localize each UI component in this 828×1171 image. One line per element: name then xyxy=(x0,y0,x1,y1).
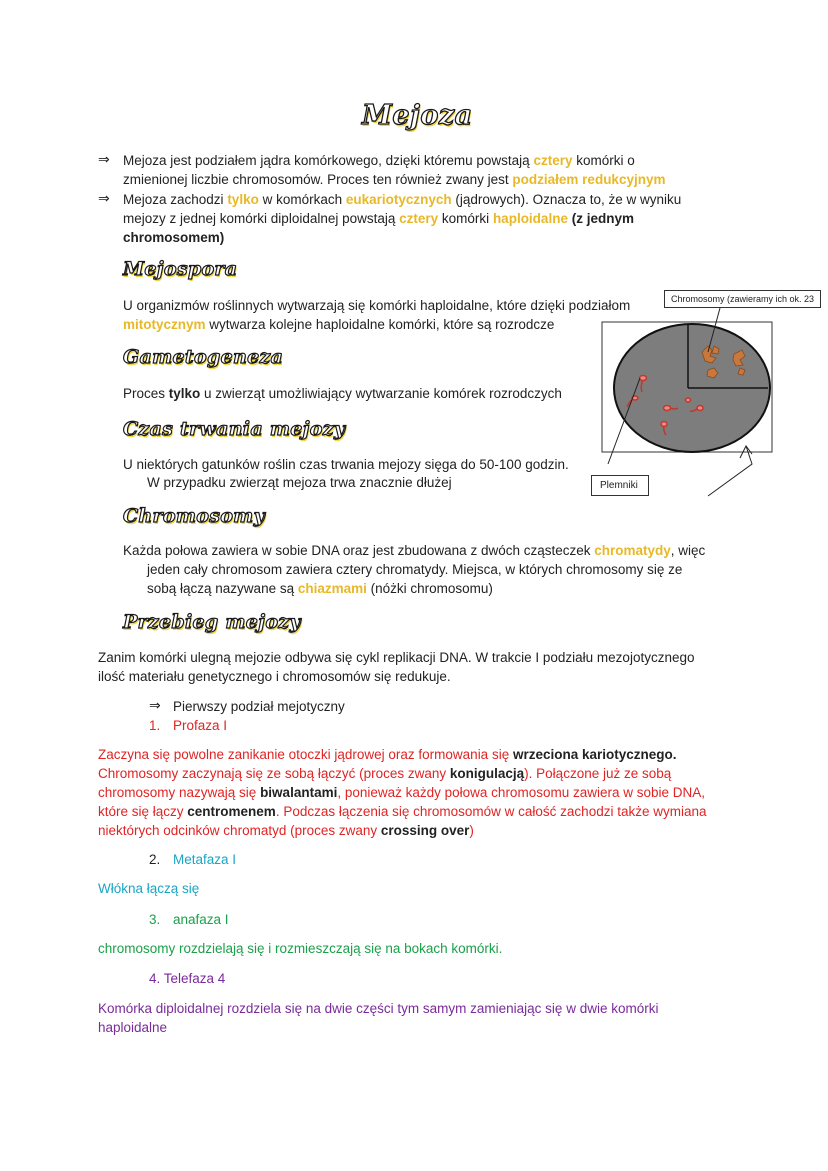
section-heading-gametogeneza: Gametogeneza xyxy=(123,346,284,368)
phase-3-number: 3. xyxy=(149,912,161,927)
mejospora-text: U organizmów roślinnych wytwarzają się komórki haploidalne, które dzięki podziałom mitotycznym wytwarza kolejne haploidalne komórki, które są rozrodcze xyxy=(123,298,631,332)
czas-text-line-1: U niektórych gatunków roślin czas trwania mejozy sięga do 50-100 godzin. xyxy=(123,457,569,472)
czas-text-line-2: W przypadku zwierząt mejoza trwa znacznie dłużej xyxy=(147,475,452,490)
chromosomy-text-line-2: jeden cały chromosom zawiera cztery chromatydy. Miejsca, w których chromosomy się ze sobą łączą nazywane są chiazmami (nóżki chromosomu) xyxy=(147,562,683,596)
double-arrow-icon: ⇒ xyxy=(149,698,161,714)
page-title: Mejoza xyxy=(362,100,473,131)
section-heading-przebieg: Przebieg mejozy xyxy=(123,611,301,633)
label-chromosomy: Chromosomy (zawieramy ich ok. 23 xyxy=(664,290,821,308)
double-arrow-icon: ⇒ xyxy=(98,191,110,207)
first-division-label: Pierwszy podział mejotyczny xyxy=(173,699,345,714)
metafaza-text: Włókna łączą się xyxy=(98,881,200,896)
decorative-arrow-line xyxy=(708,446,752,496)
profaza-text: Zaczyna się powolne zanikanie otoczki jądrowej oraz formowania się wrzeciona kariotycznego. Chromosomy zaczynają się ze sobą łączyć (proces zwany konigulacją). Połączone już ze sobą chromosomy nazywają się biwalantami, ponieważ każdy połowa chromosomu zawiera w sobie DNA, które się łączy centromenem. Podczas łączenia się chromosomów w całość zachodzi także wymiana niektórych odcinków chromatyd (proces zwany crossing over) xyxy=(98,747,707,838)
phase-1-title: Profaza I xyxy=(173,718,228,733)
label-plemniki: Plemniki xyxy=(591,475,649,496)
phase-2-title: Metafaza I xyxy=(173,852,237,867)
section-heading-mejospora: Mejospora xyxy=(123,258,238,280)
phase-2-number: 2. xyxy=(149,852,161,867)
double-arrow-icon: ⇒ xyxy=(98,152,110,168)
intro-paragraph-1: Mejoza jest podziałem jądra komórkowego, dzięki któremu powstają cztery komórki o zmienionej liczbie chromosomów. Proces ten również zwany jest podziałem redukcyjnym xyxy=(123,153,666,187)
section-heading-chromosomy: Chromosomy xyxy=(123,505,265,527)
section-heading-czas-trwania: Czas trwania mejozy xyxy=(123,418,346,440)
anafaza-text: chromosomy rozdzielają się i rozmieszczają się na bokach komórki. xyxy=(98,941,503,956)
phase-4-title: 4. Telefaza 4 xyxy=(149,971,226,986)
chromosomy-text-line-1: Każda połowa zawiera w sobie DNA oraz jest zbudowana z dwóch cząsteczek chromatydy, więc xyxy=(123,543,706,558)
gametogeneza-text: Proces tylko u zwierząt umożliwiający wytwarzanie komórek rozrodczych xyxy=(123,386,562,401)
przebieg-intro: Zanim komórki ulegną mejozie odbywa się cykl replikacji DNA. W trakcie I podziału mezojotycznego ilość materiału genetycznego i chromosomów się redukuje. xyxy=(98,650,695,684)
intro-paragraph-2: Mejoza zachodzi tylko w komórkach eukariotycznych (jądrowych). Oznacza to, że w wyniku mejozy z jednej komórki diploidalnej powstają cztery komórki haploidalne (z jednym chromosomem) xyxy=(123,192,682,245)
phase-3-title: anafaza I xyxy=(173,912,229,927)
phase-1-number: 1. xyxy=(149,718,161,733)
telefaza-text: Komórka diploidalnej rozdziela się na dwie części tym samym zamieniając się w dwie komórki haploidalne xyxy=(98,1001,659,1035)
